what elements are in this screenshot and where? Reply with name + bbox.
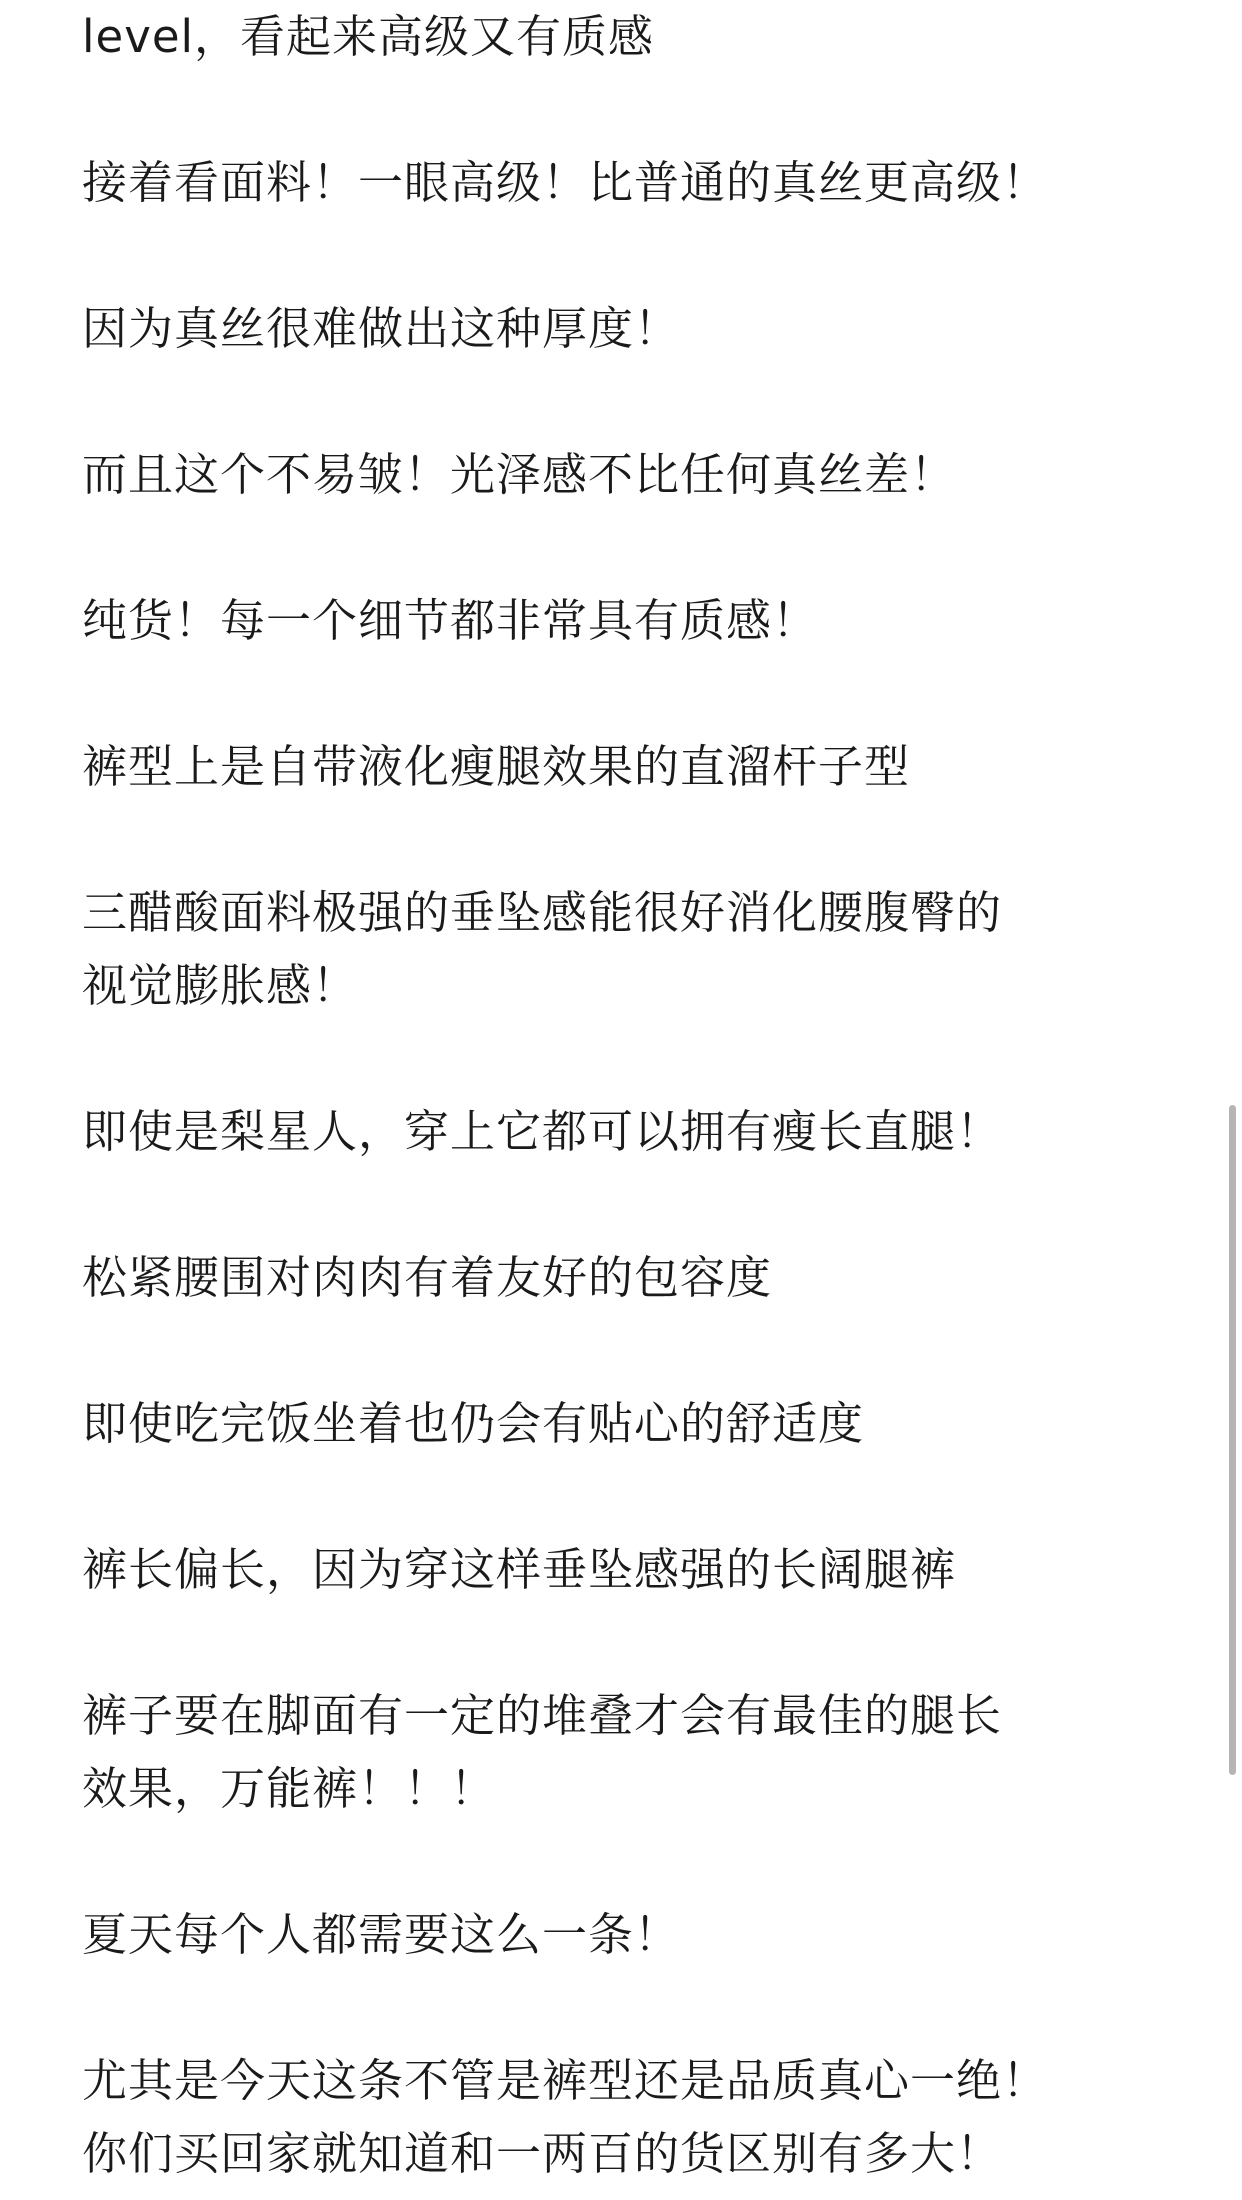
paragraph-1 <box>82 0 654 73</box>
paragraph-9 <box>82 1241 772 1314</box>
paragraph-6 <box>82 730 910 803</box>
text-line: 三醋酸面料极强的垂坠感能很好消化腰腹臀的 <box>82 886 1003 939</box>
paragraph-11 <box>82 1533 956 1606</box>
text-line: 效果，万能裤！！！ <box>82 1762 497 1815</box>
paragraph-2 <box>82 146 1048 219</box>
text-line: 因为真丝很难做出这种厚度！ <box>82 302 681 355</box>
text-line: 你们买回家就知道和一两百的货区别有多大！ <box>82 2127 1003 2180</box>
text-line: level，看起来高级又有质感 <box>82 10 655 63</box>
text-line: 裤型上是自带液化瘦腿效果的直溜杆子型 <box>82 740 911 793</box>
text-line: 松紧腰围对肉肉有着友好的包容度 <box>82 1251 773 1304</box>
paragraph-13 <box>82 1898 680 1971</box>
text-line: 即使是梨星人，穿上它都可以拥有瘦长直腿！ <box>82 1105 1003 1158</box>
scrollbar-thumb[interactable] <box>1229 1105 1236 1775</box>
text-line: 裤子要在脚面有一定的堆叠才会有最佳的腿长 <box>82 1689 1003 1742</box>
paragraph-4 <box>82 438 956 511</box>
paragraph-12 <box>82 1679 1002 1825</box>
text-line: 视觉膨胀感！ <box>82 959 359 1012</box>
text-line: 尤其是今天这条不管是裤型还是品质真心一绝！ <box>82 2054 1049 2107</box>
text-line: 纯货！每一个细节都非常具有质感！ <box>82 594 819 647</box>
text-line: 接着看面料！一眼高级！比普通的真丝更高级！ <box>82 156 1049 209</box>
paragraph-7 <box>82 876 1002 1022</box>
vertical-scrollbar[interactable] <box>1224 0 1242 2200</box>
paragraph-14 <box>82 2044 1048 2190</box>
paragraph-5 <box>82 584 818 657</box>
text-line: 夏天每个人都需要这么一条！ <box>82 1908 681 1961</box>
text-line: 而且这个不易皱！光泽感不比任何真丝差！ <box>82 448 957 501</box>
paragraph-8 <box>82 1095 1002 1168</box>
paragraph-3 <box>82 292 680 365</box>
paragraph-10 <box>82 1387 864 1460</box>
text-line: 裤长偏长，因为穿这样垂坠感强的长阔腿裤 <box>82 1543 957 1596</box>
text-line: 即使吃完饭坐着也仍会有贴心的舒适度 <box>82 1397 865 1450</box>
